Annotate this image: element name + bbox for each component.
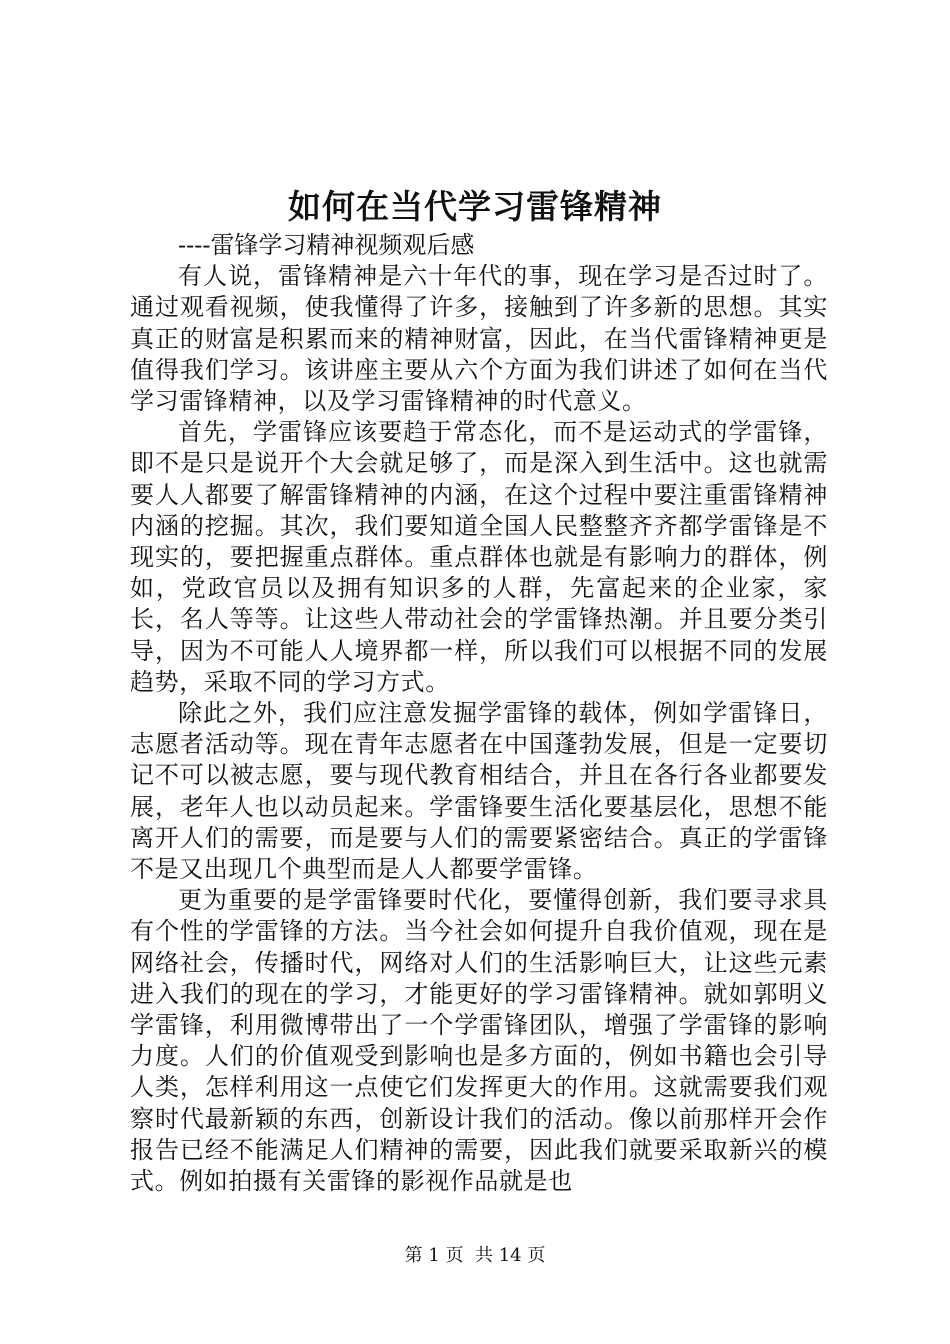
paragraph-1: 有人说，雷锋精神是六十年代的事，现在学习是否过时了。通过观看视频，使我懂得了许多，接触到了许多新的思想。其实真正的财富是积累而来的精神财富，因此，在当代雷锋精神更是值得我们学习。该讲座主要从六个方面为我们讲述了如何在当代学习雷锋精神，以及学习雷锋精神的时代意义。: [130, 262, 828, 416]
paragraph-4: 更为重要的是学雷锋要时代化，要懂得创新，我们要寻求具有个性的学雷锋的方法。当今社会如何提升自我价值观，现在是网络社会，传播时代，网络对人们的生活影响巨大，让这些元素进入我们的现在的学习，才能更好的学习雷锋精神。就如郭明义学雷锋，利用微博带出了一个学雷锋团队，增强了学雷锋的影响力度。人们的价值观受到影响也是多方面的，例如书籍也会引导人类，怎样利用这一点使它们发挥更大的作用。这就需要我们观察时代最新颖的东西，创新设计我们的活动。像以前那样开会作报告已经不能满足人们精神的需要，因此我们就要采取新兴的模式。例如拍摄有关雷锋的影视作品就是也: [130, 886, 828, 1196]
page-footer: [0, 1244, 950, 1268]
document-title: 如何在当代学习雷锋精神: [288, 187, 662, 226]
paragraph-2: 首先，学雷锋应该要趋于常态化，而不是运动式的学雷锋，即不是只是说开个大会就足够了，而是深入到生活中。这也就需要人人都要了解雷锋精神的内涵，在这个过程中要注重雷锋精神内涵的挖掘。其次，我们要知道全国人民整整齐齐都学雷锋是不现实的，要把握重点群体。重点群体也就是有影响力的群体，例如，党政官员以及拥有知识多的人群，先富起来的企业家，家长，名人等等。让这些人带动社会的学雷锋热潮。并且要分类引导，因为不可能人人境界都一样，所以我们可以根据不同的发展趋势，采取不同的学习方式。: [130, 418, 828, 696]
document-subtitle: ----雷锋学习精神视频观后感: [178, 231, 475, 259]
page-number-label: 第 1 页 共 14 页: [404, 1245, 546, 1266]
document-body: [130, 230, 828, 1197]
paragraph-3: 除此之外，我们应注意发掘学雷锋的载体，例如学雷锋日，志愿者活动等。现在青年志愿者在中国蓬勃发展，但是一定要切记不可以被志愿，要与现代教育相结合，并且在各行各业都要发展，老年人也以动员起来。学雷锋要生活化要基层化，思想不能离开人们的需要，而是要与人们的需要紧密结合。真正的学雷锋不是又出现几个典型而是人人都要学雷锋。: [130, 699, 828, 884]
